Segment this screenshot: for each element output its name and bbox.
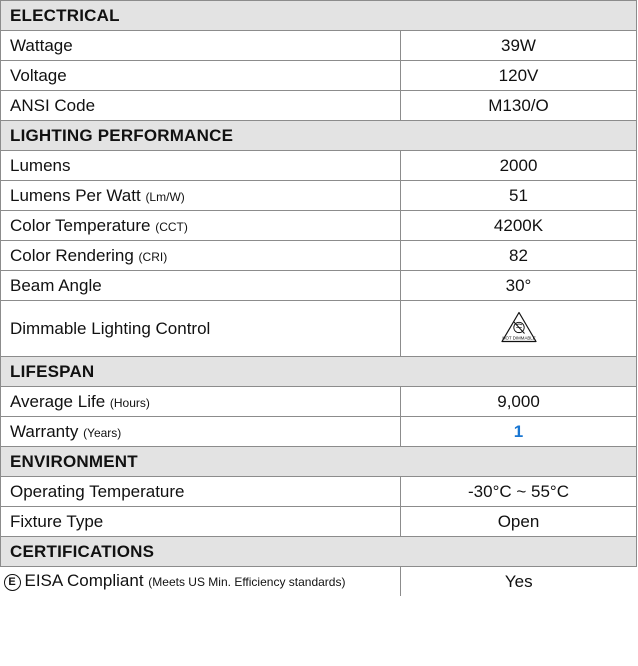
section-title: ENVIRONMENT	[1, 447, 637, 477]
spec-label: Wattage	[1, 31, 401, 61]
spec-row-wattage	[1, 31, 637, 61]
spec-value: Yes	[401, 567, 637, 597]
spec-row-average-life	[1, 387, 637, 417]
spec-label-cell	[1, 241, 401, 271]
spec-row-lumens-per-watt	[1, 181, 637, 211]
spec-label: Average Life	[10, 392, 106, 411]
spec-row-ansi-code	[1, 91, 637, 121]
spec-value: Open	[401, 507, 637, 537]
section-title: ELECTRICAL	[1, 1, 637, 31]
spec-row-lumens	[1, 151, 637, 181]
spec-row-operating-temperature	[1, 477, 637, 507]
section-header-environment	[1, 447, 637, 477]
spec-label-note: (Meets US Min. Efficiency standards)	[148, 575, 346, 589]
spec-row-beam-angle	[1, 271, 637, 301]
eisa-e-icon: E	[4, 574, 21, 591]
spec-label-cell	[1, 417, 401, 447]
spec-value: 82	[401, 241, 637, 271]
spec-row-fixture-type	[1, 507, 637, 537]
spec-label: Dimmable Lighting Control	[1, 301, 401, 357]
section-title: LIFESPAN	[1, 357, 637, 387]
spec-label: Lumens Per Watt	[10, 186, 141, 205]
spec-label-unit: (CCT)	[155, 220, 188, 234]
spec-row-warranty	[1, 417, 637, 447]
spec-value: 4200K	[401, 211, 637, 241]
spec-row-color-rendering	[1, 241, 637, 271]
spec-value: 39W	[401, 31, 637, 61]
spec-label: ANSI Code	[1, 91, 401, 121]
spec-label-cell	[1, 211, 401, 241]
spec-label: Lumens	[1, 151, 401, 181]
spec-value: 2000	[401, 151, 637, 181]
spec-row-voltage	[1, 61, 637, 91]
spec-label-unit: (Lm/W)	[145, 190, 185, 204]
spec-row-eisa-compliant	[1, 567, 637, 597]
not-dimmable-text: NOT DIMMABLE	[501, 335, 536, 341]
spec-label-unit: (Hours)	[109, 396, 150, 410]
section-header-lifespan	[1, 357, 637, 387]
spec-label: EISA Compliant	[24, 571, 144, 590]
spec-label-cell	[1, 387, 401, 417]
spec-label: Color Temperature	[10, 216, 151, 235]
spec-label: Fixture Type	[1, 507, 401, 537]
spec-label: Color Rendering	[10, 246, 134, 265]
spec-label-unit: (CRI)	[138, 250, 168, 264]
warranty-value: 1	[401, 417, 637, 447]
spec-value: 120V	[401, 61, 637, 91]
spec-value: 51	[401, 181, 637, 211]
spec-row-dimmable	[1, 301, 637, 357]
spec-label: Voltage	[1, 61, 401, 91]
spec-label-cell	[1, 181, 401, 211]
section-title: LIGHTING PERFORMANCE	[1, 121, 637, 151]
spec-label: Operating Temperature	[1, 477, 401, 507]
not-dimmable-icon	[500, 310, 538, 347]
section-title: CERTIFICATIONS	[1, 537, 637, 567]
spec-value: 30°	[401, 271, 637, 301]
spec-value: M130/O	[401, 91, 637, 121]
spec-row-color-temperature	[1, 211, 637, 241]
spec-label-cell	[1, 567, 401, 597]
spec-label-unit: (Years)	[83, 426, 122, 440]
spec-value: -30°C ~ 55°C	[401, 477, 637, 507]
section-header-lighting-performance	[1, 121, 637, 151]
section-header-electrical	[1, 1, 637, 31]
spec-label: Beam Angle	[1, 271, 401, 301]
spec-label: Warranty	[10, 422, 79, 441]
spec-value-cell	[401, 301, 637, 357]
spec-value: 9,000	[401, 387, 637, 417]
section-header-certifications	[1, 537, 637, 567]
